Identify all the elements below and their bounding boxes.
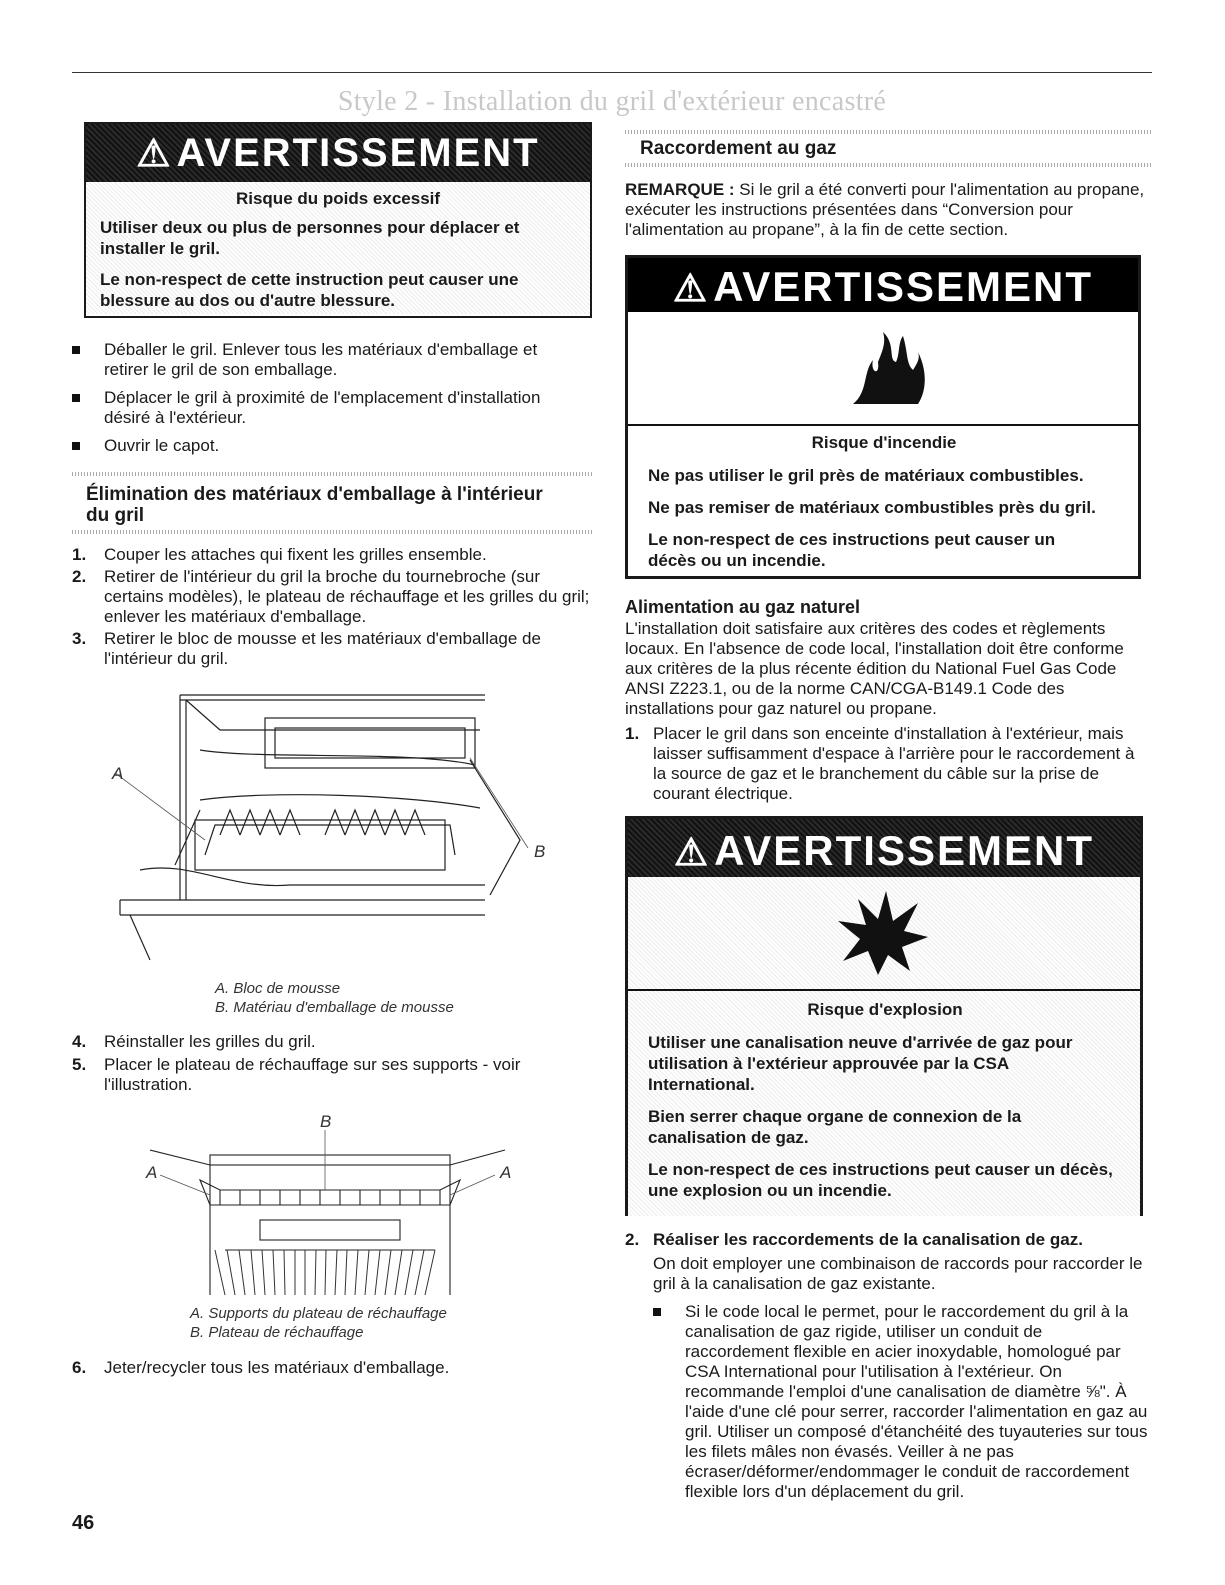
- warning-header-text: AVERTISSEMENT: [713, 263, 1093, 310]
- list-item: [72, 436, 582, 456]
- bullet-square-icon: [72, 346, 80, 354]
- weight-warning-box: [84, 122, 592, 318]
- step-text: Placer le plateau de réchauffage sur ses supports - voir l'illustration.: [104, 1055, 521, 1094]
- step-text: Couper les attaches qui fixent les grilles ensemble.: [104, 545, 487, 564]
- section-divider: [72, 472, 592, 476]
- figure-caption: A. Supports du plateau de réchauffage: [190, 1305, 447, 1322]
- list-item: [72, 1032, 590, 1052]
- steps-list: [72, 1032, 590, 1103]
- figure-label-a: A: [500, 1163, 512, 1182]
- warning-line: Le non-respect de cette instruction peut causer une blessure au dos ou d'autre blessure.: [100, 270, 519, 310]
- step2-block: [625, 1230, 1150, 1510]
- warning-line: Bien serrer chaque organe de connexion de la canalisation de gaz.: [648, 1107, 1022, 1147]
- step-title: Réaliser les raccordements de la canalisation de gaz.: [653, 1230, 1083, 1249]
- list-item: [72, 388, 582, 428]
- explosion-warning-box: [625, 816, 1143, 1216]
- warning-line: Ne pas remiser de matériaux combustibles près du gril.: [648, 498, 1096, 517]
- warning-header-text: AVERTISSEMENT: [176, 131, 540, 175]
- natural-gas-title: Alimentation au gaz naturel: [625, 597, 861, 617]
- figure-caption: B. Matériau d'emballage de mousse: [215, 999, 454, 1016]
- list-item: [625, 724, 1145, 812]
- list-item-text: Ouvrir le capot.: [104, 436, 220, 455]
- icon-panel: [628, 877, 1140, 991]
- figure-caption: A. Bloc de mousse: [215, 980, 341, 997]
- step-text: Jeter/recycler tous les matériaux d'emballage.: [104, 1358, 450, 1377]
- warning-risk: Risque d'incendie: [811, 433, 957, 452]
- warning-header: [628, 819, 1140, 877]
- figure-caption: B. Plateau de réchauffage: [190, 1324, 364, 1341]
- section-divider: [625, 130, 1153, 134]
- step-number: 2.: [625, 1230, 640, 1249]
- note-text: Si le gril a été converti pour l'alimentation au propane, exécuter les instructions présentées dans “Conversion pour l'alimentation au propane”, à la fin de cette section.: [625, 180, 1145, 239]
- page-title: Style 2 - Installation du gril d'extérieur encastré: [337, 86, 887, 117]
- section-divider: [72, 530, 592, 534]
- step-number: 2.: [72, 567, 87, 586]
- list-item-text: Déplacer le gril à proximité de l'emplacement d'installation désiré à l'extérieur.: [104, 388, 541, 427]
- list-item-text: Déballer le gril. Enlever tous les matériaux d'emballage et retirer le gril de son emballage.: [104, 340, 538, 379]
- list-item-text: Si le code local le permet, pour le raccordement du gril à la canalisation de gaz rigide, utiliser un conduit de raccordement flexible en acier inoxydable, homologué par CSA International pour l'utilisation à l'extérieur. On recommande l'emploi d'une canalisation de diamètre ⅝". À l'aide d'une clé pour serrer, raccorder l'alimentation en gaz au gril. Utiliser un composé d'étanchéité des tuyauteries sur tous les filets mâles non évasés. Veiller à ne pas écraser/déformer/endommager le conduit de raccordement flexible lors d'un déplacement du gril.: [685, 1302, 1148, 1501]
- list-item: [72, 1358, 590, 1378]
- step-number: 3.: [72, 629, 87, 648]
- bullet-square-icon: [72, 442, 80, 450]
- warning-line: Utiliser une canalisation neuve d'arrivée de gaz pour utilisation à l'extérieur approuvée par la CSA International.: [648, 1033, 1073, 1094]
- warming-rack-illustration: [150, 1130, 510, 1300]
- foam-block-illustration: [110, 690, 560, 970]
- page-number: 46: [72, 1512, 95, 1534]
- warning-header-text: AVERTISSEMENT: [714, 827, 1094, 874]
- list-item: [72, 1055, 590, 1095]
- list-item: [72, 340, 582, 380]
- bullet-list: [72, 340, 582, 464]
- icon-panel: [628, 312, 1138, 426]
- list-item: [653, 1302, 1150, 1502]
- warning-risk: Risque du poids excessif: [235, 189, 441, 208]
- section-title-packaging: Élimination des matériaux d'emballage à l'intérieur du gril: [86, 484, 543, 526]
- step-text: Placer le gril dans son enceinte d'installation à l'extérieur, mais laisser suffisamment d'espace à l'arrière pour le raccordement à la source de gaz et le branchement du câble sur la prise de courant électrique.: [653, 724, 1135, 803]
- bullet-square-icon: [72, 394, 80, 402]
- list-item: [625, 724, 1145, 804]
- list-item: [72, 1358, 590, 1386]
- step-text: On doit employer une combinaison de raccords pour raccorder le gril à la canalisation de gaz existante.: [653, 1254, 1143, 1293]
- step-number: 1.: [72, 545, 87, 564]
- step-text: Réinstaller les grilles du gril.: [104, 1032, 316, 1051]
- list-item: [72, 567, 590, 627]
- fire-icon: [848, 332, 928, 406]
- figure-label-a: A: [146, 1163, 158, 1182]
- note-paragraph: [625, 180, 1145, 240]
- warning-line: Ne pas utiliser le gril près de matériaux combustibles.: [648, 466, 1084, 485]
- explosion-icon: [838, 891, 928, 975]
- warning-header: [86, 124, 590, 182]
- top-rule: [72, 72, 1152, 73]
- warning-line: Utiliser deux ou plus de personnes pour déplacer et installer le gril.: [100, 218, 520, 258]
- warning-line: Le non-respect de ces instructions peut causer un décès ou un incendie.: [648, 530, 1056, 570]
- figure-label-b: B: [320, 1112, 332, 1131]
- warning-line: Le non-respect de ces instructions peut causer un décès, une explosion ou un incendie.: [648, 1160, 1113, 1200]
- list-item: [72, 629, 590, 669]
- fire-warning-box: [625, 255, 1141, 579]
- warning-triangle-icon: ⚠: [672, 268, 710, 310]
- step-number: 5.: [72, 1055, 87, 1074]
- warning-header: [628, 258, 1138, 312]
- warning-triangle-icon: ⚠: [673, 832, 711, 874]
- step-text: Retirer de l'intérieur du gril la broche du tournebroche (sur certains modèles), le plateau de réchauffage et les grilles du gril; enlever les matériaux d'emballage.: [104, 567, 590, 626]
- warning-risk: Risque d'explosion: [807, 1000, 963, 1019]
- steps-list: [72, 545, 590, 677]
- natural-gas-text: L'installation doit satisfaire aux critères des codes et règlements locaux. En l'absence de code local, l'installation doit être conforme aux critères de la plus récente édition du National Fuel Gas Code ANSI Z223.1, ou de la norme CAN/CGA-B149.1 Code des installations pour gaz naturel ou propane.: [625, 619, 1124, 718]
- bullet-square-icon: [653, 1308, 661, 1316]
- step-number: 4.: [72, 1032, 87, 1051]
- step-number: 6.: [72, 1358, 87, 1377]
- warning-triangle-icon: ⚠: [136, 133, 173, 175]
- figure-label-a: A: [112, 764, 124, 783]
- list-item: [72, 545, 590, 565]
- note-label: REMARQUE :: [625, 180, 735, 199]
- step-number: 1.: [625, 724, 640, 743]
- figure-label-b: B: [534, 842, 546, 861]
- list-item: [625, 1230, 1150, 1250]
- section-divider: [625, 163, 1153, 167]
- section-title-gas: Raccordement au gaz: [640, 138, 837, 159]
- step-text: Retirer le bloc de mousse et les matériaux d'emballage de l'intérieur du gril.: [104, 629, 541, 668]
